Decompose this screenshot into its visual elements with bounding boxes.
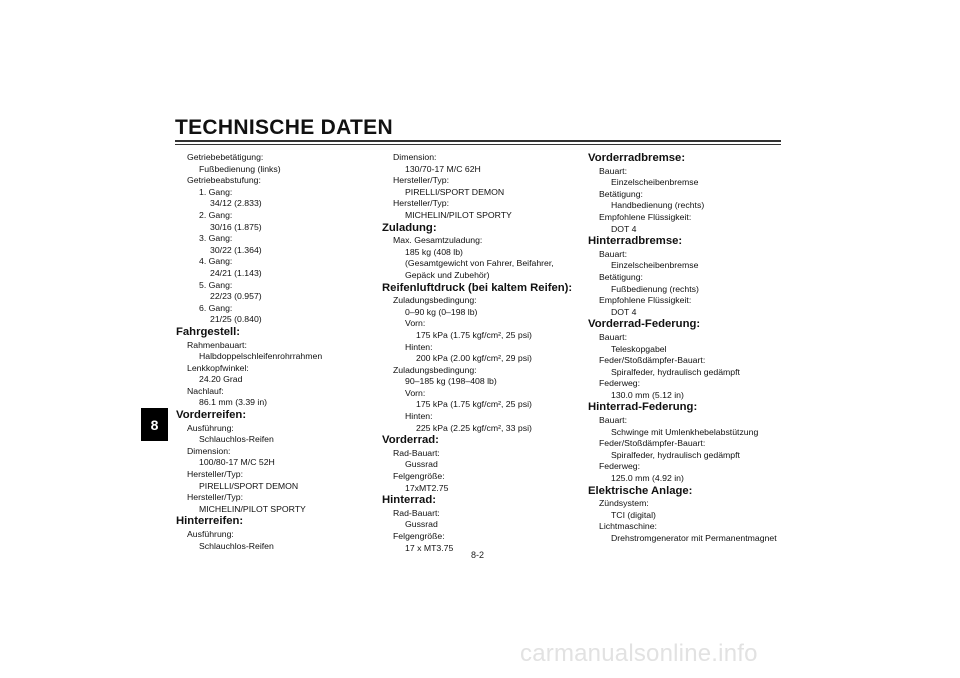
spec-label: Rahmenbauart: bbox=[187, 339, 247, 350]
spec-column-3 bbox=[588, 152, 793, 545]
chapter-tab: 8 bbox=[141, 408, 168, 441]
section-heading: Vorderreifen: bbox=[176, 409, 247, 422]
spec-value: Einzelscheibenbremse bbox=[611, 177, 699, 188]
spec-value: 34/12 (2.833) bbox=[210, 198, 262, 209]
spec-value: 5. Gang: bbox=[199, 279, 233, 290]
spec-label: Betätigung: bbox=[599, 271, 643, 282]
spec-value: Gussrad bbox=[405, 519, 438, 530]
spec-value: 24.20 Grad bbox=[199, 374, 243, 385]
spec-value: 90–185 kg (198–408 lb) bbox=[405, 376, 497, 387]
spec-value: 125.0 mm (4.92 in) bbox=[611, 473, 684, 484]
spec-value: Handbedienung (rechts) bbox=[611, 200, 705, 211]
spec-value: 0–90 kg (0–198 lb) bbox=[405, 306, 478, 317]
spec-value: 6. Gang: bbox=[199, 302, 233, 313]
spec-label: Felgengröße: bbox=[393, 531, 445, 541]
spec-value: 175 kPa (1.75 kgf/cm², 25 psi) bbox=[416, 329, 532, 340]
section-heading: Hinterrad: bbox=[382, 494, 436, 507]
spec-label: Empfohlene Flüssigkeit: bbox=[599, 295, 692, 306]
spec-value: MICHELIN/PILOT SPORTY bbox=[405, 209, 512, 220]
spec-value: 225 kPa (2.25 kgf/cm², 33 psi) bbox=[416, 422, 532, 433]
spec-value: Spiralfeder, hydraulisch gedämpft bbox=[611, 449, 740, 460]
section-heading: Fahrgestell: bbox=[176, 325, 241, 338]
spec-label: Bauart: bbox=[599, 165, 628, 176]
spec-label: Nachlauf: bbox=[187, 385, 224, 396]
spec-value: 21/25 (0.840) bbox=[210, 314, 262, 325]
section-heading: Hinterreifen: bbox=[176, 515, 244, 528]
spec-label: Getriebebetätigung: bbox=[187, 152, 264, 162]
spec-value: 185 kg (408 lb) bbox=[405, 246, 463, 257]
spec-label: Rad-Bauart: bbox=[393, 507, 440, 518]
section-heading: Vorderrad-Federung: bbox=[588, 318, 701, 331]
spec-value: (Gesamtgewicht von Fahrer, Beifahrer, bbox=[405, 258, 554, 269]
spec-label: Empfohlene Flüssigkeit: bbox=[599, 211, 692, 222]
spec-column-2 bbox=[382, 152, 582, 554]
spec-label: Bauart: bbox=[599, 248, 628, 259]
spec-value: DOT 4 bbox=[611, 223, 637, 234]
spec-value: 30/22 (1.364) bbox=[210, 244, 262, 255]
title-rule-thin bbox=[175, 144, 781, 145]
spec-value: 4. Gang: bbox=[199, 256, 233, 267]
spec-label: Felgengröße: bbox=[393, 471, 445, 482]
spec-label: Zuladungsbedingung: bbox=[393, 295, 477, 306]
section-heading: Vorderradbremse: bbox=[588, 152, 686, 164]
spec-value: Schlauchlos-Reifen bbox=[199, 540, 274, 551]
spec-label: Hersteller/Typ: bbox=[393, 175, 450, 186]
spec-label: Dimension: bbox=[393, 152, 437, 162]
spec-value: 17xMT2.75 bbox=[405, 482, 449, 493]
spec-label: Rad-Bauart: bbox=[393, 447, 440, 458]
spec-value: TCI (digital) bbox=[611, 509, 656, 520]
spec-label: Hersteller/Typ: bbox=[187, 492, 244, 503]
section-heading: Hinterradbremse: bbox=[588, 235, 683, 248]
spec-value: 86.1 mm (3.39 in) bbox=[199, 397, 268, 408]
spec-label: Hersteller/Typ: bbox=[187, 469, 244, 480]
spec-value: Drehstromgenerator mit Permanentmagnet bbox=[611, 533, 777, 543]
spec-value: DOT 4 bbox=[611, 306, 637, 317]
section-heading: Zuladung: bbox=[382, 221, 437, 234]
title-rule bbox=[175, 140, 781, 142]
spec-label: Zündsystem: bbox=[599, 498, 649, 509]
spec-value: 130/70-17 M/C 62H bbox=[405, 163, 481, 174]
spec-label: Feder/Stoßdämpfer-Bauart: bbox=[599, 355, 706, 366]
section-heading: Elektrische Anlage: bbox=[588, 484, 693, 497]
spec-value: Halbdoppelschleifenrohrrahmen bbox=[199, 351, 323, 362]
spec-value: 200 kPa (2.00 kgf/cm², 29 psi) bbox=[416, 353, 532, 364]
spec-column-1 bbox=[176, 152, 371, 552]
spec-value: Vorn: bbox=[405, 387, 426, 398]
spec-value: Hinten: bbox=[405, 341, 433, 352]
spec-value: Gussrad bbox=[405, 459, 438, 470]
spec-value: Vorn: bbox=[405, 318, 426, 329]
spec-label: Getriebeabstufung: bbox=[187, 175, 261, 186]
spec-value: Gepäck und Zubehör) bbox=[405, 269, 490, 280]
watermark: carmanualsonline.info bbox=[520, 640, 758, 667]
spec-label: Federweg: bbox=[599, 461, 641, 472]
spec-value: 1. Gang: bbox=[199, 186, 233, 197]
spec-label: Hersteller/Typ: bbox=[393, 198, 450, 209]
spec-value: PIRELLI/SPORT DEMON bbox=[199, 480, 299, 491]
spec-value: 130.0 mm (5.12 in) bbox=[611, 389, 684, 400]
spec-value: Spiralfeder, hydraulisch gedämpft bbox=[611, 366, 740, 377]
section-heading: Reifenluftdruck (bei kaltem Reifen): bbox=[382, 281, 573, 294]
spec-value: Fußbedienung (links) bbox=[199, 163, 281, 174]
spec-value: Teleskopgabel bbox=[611, 343, 667, 354]
spec-value: 17 x MT3.75 bbox=[405, 542, 454, 553]
page-title: TECHNISCHE DATEN bbox=[175, 116, 393, 139]
spec-value: 30/16 (1.875) bbox=[210, 221, 262, 232]
spec-value: 22/23 (0.957) bbox=[210, 291, 262, 302]
spec-label: Federweg: bbox=[599, 378, 641, 389]
spec-value: PIRELLI/SPORT DEMON bbox=[405, 186, 505, 197]
spec-value: Fußbedienung (rechts) bbox=[611, 283, 699, 294]
spec-label: Dimension: bbox=[187, 445, 231, 456]
section-heading: Hinterrad-Federung: bbox=[588, 401, 698, 414]
spec-value: 3. Gang: bbox=[199, 233, 233, 244]
section-heading: Vorderrad: bbox=[382, 434, 439, 447]
spec-value: MICHELIN/PILOT SPORTY bbox=[199, 503, 306, 514]
spec-label: Bauart: bbox=[599, 331, 628, 342]
page-number: 8-2 bbox=[471, 550, 485, 560]
spec-label: Lenkkopfwinkel: bbox=[187, 362, 249, 373]
spec-label: Ausführung: bbox=[187, 529, 234, 539]
spec-value: Hinten: bbox=[405, 411, 433, 422]
spec-value: 2. Gang: bbox=[199, 209, 233, 220]
spec-label: Betätigung: bbox=[599, 188, 643, 199]
spec-value: Einzelscheibenbremse bbox=[611, 260, 699, 271]
spec-value: Schwinge mit Umlenkhebelabstützung bbox=[611, 426, 759, 437]
spec-label: Feder/Stoßdämpfer-Bauart: bbox=[599, 438, 706, 449]
spec-value: 24/21 (1.143) bbox=[210, 267, 262, 278]
spec-value: Schlauchlos-Reifen bbox=[199, 434, 274, 445]
spec-label: Max. Gesamtzuladung: bbox=[393, 235, 483, 246]
spec-label: Lichtmaschine: bbox=[599, 521, 657, 532]
spec-value: 100/80-17 M/C 52H bbox=[199, 457, 275, 468]
spec-value: 175 kPa (1.75 kgf/cm², 25 psi) bbox=[416, 399, 532, 410]
spec-label: Ausführung: bbox=[187, 422, 234, 433]
spec-label: Zuladungsbedingung: bbox=[393, 364, 477, 375]
spec-label: Bauart: bbox=[599, 415, 628, 426]
